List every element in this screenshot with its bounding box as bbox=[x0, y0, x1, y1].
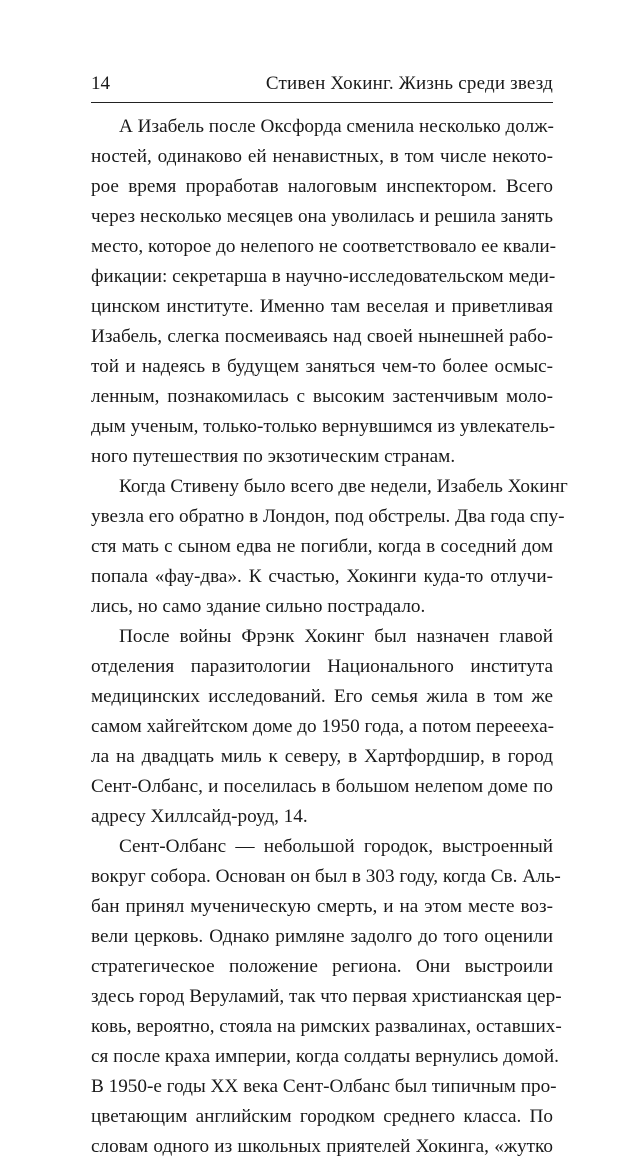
text-line: стя мать с сыном едва не погибли, когда в соседний дом bbox=[91, 536, 553, 557]
text-line: через несколько месяцев она уволилась и решила занять bbox=[91, 206, 553, 227]
text-line: Изабель, слегка посмеиваясь над своей нынешней рабо- bbox=[91, 326, 553, 347]
text-line: здесь город Веруламий, так что первая христианская цер- bbox=[91, 986, 562, 1007]
text-line: самом хайгейтском доме до 1950 года, а потом переееха- bbox=[91, 716, 554, 737]
text-line: После войны Фрэнк Хокинг был назначен главой bbox=[119, 626, 553, 647]
running-head bbox=[91, 70, 553, 98]
text-line: цинском институте. Именно там веселая и приветливая bbox=[91, 296, 553, 317]
text-line: вокруг собора. Основан он был в 303 году, когда Св. Аль- bbox=[91, 866, 561, 887]
text-line: той и надеясь в будущем заняться чем-то более осмыс- bbox=[91, 356, 553, 377]
text-line: ковь, вероятно, стояла на римских развалинах, оставших- bbox=[91, 1016, 562, 1037]
text-line: фикации: секретарша в научно-исследовательском меди- bbox=[91, 266, 556, 287]
text-line: рое время проработав налоговым инспектором. Всего bbox=[91, 176, 553, 197]
text-line: Сент-Олбанс — небольшой городок, выстроенный bbox=[119, 836, 553, 857]
text-line: А Изабель после Оксфорда сменила несколько долж- bbox=[119, 116, 554, 137]
page-number: 14 bbox=[91, 73, 110, 94]
text-line: вели церковь. Однако римляне задолго до того оценили bbox=[91, 926, 553, 947]
text-line: дым ученым, только-только вернувшимся из увлекатель- bbox=[91, 416, 556, 437]
text-line: отделения паразитологии Национального института bbox=[91, 656, 553, 677]
text-line: ного путешествия по экзотическим странам. bbox=[91, 446, 456, 467]
text-line: место, которое до нелепого не соответствовало ее квали- bbox=[91, 236, 557, 257]
text-line: бан принял мученическую смерть, и на этом месте воз- bbox=[91, 896, 553, 917]
text-line: цветающим английским городком среднего класса. По bbox=[91, 1106, 553, 1127]
text-line: Сент-Олбанс, и поселилась в большом нелепом доме по bbox=[91, 776, 553, 797]
text-line: стратегическое положение региона. Они выстроили bbox=[91, 956, 553, 977]
text-line: увезла его обратно в Лондон, под обстрелы. Два года спу- bbox=[91, 506, 565, 527]
text-line: адресу Хиллсайд-роуд, 14. bbox=[91, 806, 308, 827]
text-line: Когда Стивену было всего две недели, Изабель Хокинг bbox=[119, 476, 568, 497]
body-text bbox=[91, 112, 568, 1162]
text-line: попала «фау-два». К счастью, Хокинги куда-то отлучи- bbox=[91, 566, 553, 587]
running-title: Стивен Хокинг. Жизнь среди звезд bbox=[265, 73, 553, 94]
text-line: словам одного из школьных приятелей Хокинга, «жутко bbox=[91, 1136, 553, 1157]
text-line: лись, но само здание сильно пострадало. bbox=[91, 596, 426, 617]
header-rule bbox=[91, 102, 553, 103]
text-line: ленным, познакомилась с высоким застенчивым моло- bbox=[91, 386, 553, 407]
text-line: ностей, одинаково ей ненавистных, в том числе некото- bbox=[91, 146, 553, 167]
text-line: медицинских исследований. Его семья жила в том же bbox=[91, 686, 553, 707]
text-line: ла на двадцать миль к северу, в Хартфордшир, в город bbox=[91, 746, 553, 767]
text-line: ся после краха империи, когда солдаты вернулись домой. bbox=[91, 1046, 559, 1067]
text-line: В 1950-е годы XX века Сент-Олбанс был типичным про- bbox=[91, 1076, 557, 1097]
